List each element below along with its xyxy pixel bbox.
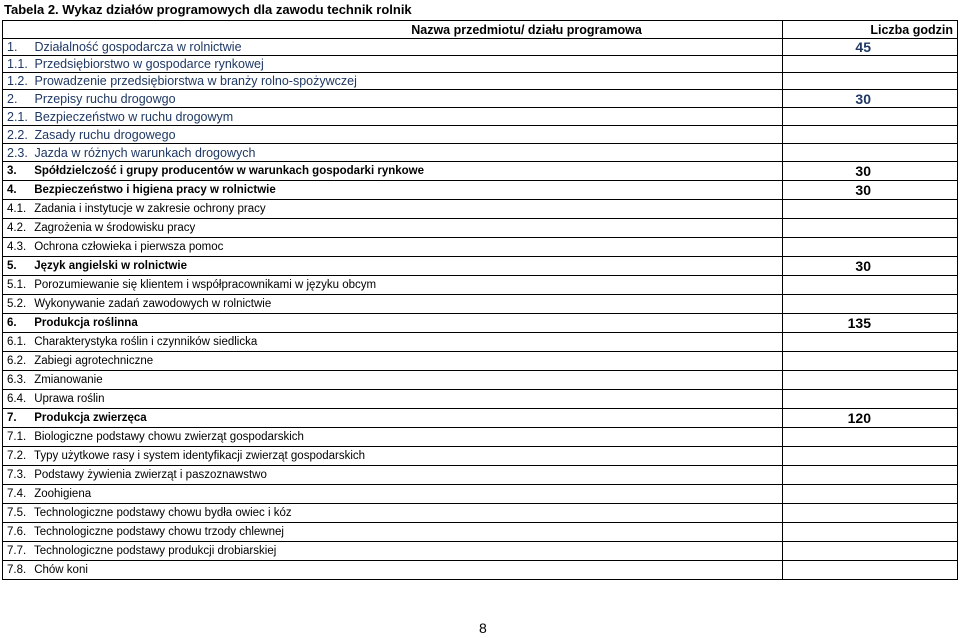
row-text: Chów koni xyxy=(34,564,88,576)
row-text: Produkcja roślinna xyxy=(34,317,138,329)
subsection-row xyxy=(3,504,958,523)
row-hours xyxy=(782,276,957,295)
subsection-row xyxy=(3,352,958,371)
row-number: 7.4. xyxy=(7,488,27,500)
row-number: 2.1. xyxy=(7,109,28,124)
subsection-row xyxy=(3,73,958,90)
row-name-cell xyxy=(3,466,783,485)
subsection-row xyxy=(3,523,958,542)
row-name-cell xyxy=(3,314,783,333)
row-name-cell xyxy=(3,447,783,466)
row-hours xyxy=(782,73,957,90)
row-name-cell xyxy=(3,181,783,200)
subsection-row xyxy=(3,238,958,257)
row-hours xyxy=(782,219,957,238)
subsection-row xyxy=(3,295,958,314)
row-hours: 30 xyxy=(782,181,957,200)
row-name-cell xyxy=(3,352,783,371)
row-number: 4.2. xyxy=(7,222,27,234)
row-hours xyxy=(782,371,957,390)
row-number: 5. xyxy=(7,260,17,272)
row-text: Technologiczne podstawy produkcji drobiarskiej xyxy=(34,545,277,557)
section-row xyxy=(3,314,958,333)
subsection-row xyxy=(3,276,958,295)
row-name-cell xyxy=(3,200,783,219)
row-number: 6.3. xyxy=(7,374,27,386)
programme-table xyxy=(2,20,958,580)
subsection-row xyxy=(3,126,958,144)
subsection-row xyxy=(3,390,958,409)
row-name-cell xyxy=(3,56,783,73)
row-text: Charakterystyka roślin i czynników siedlicka xyxy=(34,336,258,348)
row-text: Technologiczne podstawy chowu bydła owiec i kóz xyxy=(34,507,292,519)
row-hours: 30 xyxy=(782,90,957,108)
row-name-cell xyxy=(3,504,783,523)
row-text: Biologiczne podstawy chowu zwierząt gospodarskich xyxy=(34,431,304,443)
row-hours: 30 xyxy=(782,162,957,181)
row-text: Wykonywanie zadań zawodowych w rolnictwie xyxy=(34,298,272,310)
row-text: Podstawy żywienia zwierząt i paszoznawstwo xyxy=(34,469,267,481)
row-text: Bezpieczeństwo i higiena pracy w rolnictwie xyxy=(34,184,276,196)
row-name-cell xyxy=(3,390,783,409)
row-hours xyxy=(782,126,957,144)
row-number: 4.1. xyxy=(7,203,27,215)
row-text: Zmianowanie xyxy=(34,374,103,386)
section-row xyxy=(3,257,958,276)
row-hours xyxy=(782,108,957,126)
section-row xyxy=(3,409,958,428)
row-name-cell xyxy=(3,144,783,162)
row-text: Produkcja zwierzęca xyxy=(34,412,147,424)
row-text: Zasady ruchu drogowego xyxy=(34,127,176,142)
subsection-row xyxy=(3,144,958,162)
row-text: Porozumiewanie się klientem i współpracownikami w języku obcym xyxy=(34,279,377,291)
row-hours xyxy=(782,504,957,523)
row-number: 6.4. xyxy=(7,393,27,405)
row-number: 3. xyxy=(7,165,17,177)
row-text: Uprawa roślin xyxy=(34,393,105,405)
row-hours: 120 xyxy=(782,409,957,428)
row-name-cell xyxy=(3,276,783,295)
row-text: Zagrożenia w środowisku pracy xyxy=(34,222,196,234)
row-number: 2. xyxy=(7,91,18,106)
section-row xyxy=(3,181,958,200)
row-number: 4. xyxy=(7,184,17,196)
row-hours xyxy=(782,295,957,314)
row-text: Przepisy ruchu drogowgo xyxy=(34,91,176,106)
row-text: Język angielski w rolnictwie xyxy=(34,260,187,272)
row-number: 2.3. xyxy=(7,145,28,160)
row-hours: 30 xyxy=(782,257,957,276)
row-hours xyxy=(782,333,957,352)
header-name: Nazwa przedmiotu/ działu programowa xyxy=(3,21,783,39)
subsection-row xyxy=(3,219,958,238)
row-hours xyxy=(782,428,957,447)
row-hours xyxy=(782,144,957,162)
row-hours xyxy=(782,56,957,73)
row-number: 7.1. xyxy=(7,431,27,443)
section-row xyxy=(3,39,958,56)
row-hours: 135 xyxy=(782,314,957,333)
row-name-cell xyxy=(3,485,783,504)
subsection-row xyxy=(3,108,958,126)
subsection-row xyxy=(3,542,958,561)
section-row xyxy=(3,162,958,181)
row-number: 7.7. xyxy=(7,545,27,557)
row-name-cell xyxy=(3,428,783,447)
row-name-cell xyxy=(3,90,783,108)
row-number: 7.5. xyxy=(7,507,27,519)
row-text: Bezpieczeństwo w ruchu drogowym xyxy=(34,109,234,124)
row-hours xyxy=(782,523,957,542)
row-name-cell xyxy=(3,333,783,352)
table-title: Tabela 2. Wykaz działów programowych dla zawodu technik rolnik xyxy=(4,2,412,17)
row-name-cell xyxy=(3,73,783,90)
row-name-cell xyxy=(3,295,783,314)
row-hours xyxy=(782,542,957,561)
section-row xyxy=(3,90,958,108)
subsection-row xyxy=(3,333,958,352)
row-text: Zadania i instytucje w zakresie ochrony pracy xyxy=(34,203,266,215)
subsection-row xyxy=(3,466,958,485)
row-text: Technologiczne podstawy chowu trzody chlewnej xyxy=(34,526,284,538)
row-name-cell xyxy=(3,542,783,561)
row-name-cell xyxy=(3,219,783,238)
row-text: Przedsiębiorstwo w gospodarce rynkowej xyxy=(34,57,264,71)
row-number: 6.2. xyxy=(7,355,27,367)
row-name-cell xyxy=(3,409,783,428)
row-hours xyxy=(782,200,957,219)
subsection-row xyxy=(3,371,958,390)
row-hours xyxy=(782,390,957,409)
row-number: 1. xyxy=(7,40,18,54)
row-number: 6. xyxy=(7,317,17,329)
row-name-cell xyxy=(3,162,783,181)
row-hours xyxy=(782,466,957,485)
row-name-cell xyxy=(3,371,783,390)
row-name-cell xyxy=(3,108,783,126)
row-name-cell xyxy=(3,126,783,144)
row-number: 2.2. xyxy=(7,127,28,142)
row-number: 1.2. xyxy=(7,74,28,88)
row-number: 7. xyxy=(7,412,17,424)
row-name-cell xyxy=(3,257,783,276)
row-text: Zoohigiena xyxy=(34,488,92,500)
row-text: Jazda w różnych warunkach drogowych xyxy=(34,145,256,160)
row-hours xyxy=(782,447,957,466)
row-number: 1.1. xyxy=(7,57,28,71)
row-text: Zabiegi agrotechniczne xyxy=(34,355,154,367)
row-hours xyxy=(782,238,957,257)
page-number: 8 xyxy=(479,620,487,636)
subsection-row xyxy=(3,428,958,447)
row-hours xyxy=(782,352,957,371)
table-header-row xyxy=(3,21,958,39)
row-number: 7.3. xyxy=(7,469,27,481)
row-hours: 45 xyxy=(782,39,957,56)
subsection-row xyxy=(3,561,958,580)
row-text: Spółdzielczość i grupy producentów w warunkach gospodarki rynkowe xyxy=(34,165,424,177)
row-name-cell xyxy=(3,39,783,56)
row-text: Działalność gospodarcza w rolnictwie xyxy=(34,40,242,54)
subsection-row xyxy=(3,200,958,219)
subsection-row xyxy=(3,485,958,504)
row-number: 6.1. xyxy=(7,336,27,348)
row-text: Prowadzenie przedsiębiorstwa w branży rolno-spożywczej xyxy=(34,74,357,88)
row-number: 7.8. xyxy=(7,564,27,576)
row-number: 5.2. xyxy=(7,298,27,310)
subsection-row xyxy=(3,56,958,73)
row-number: 7.6. xyxy=(7,526,27,538)
row-text: Ochrona człowieka i pierwsza pomoc xyxy=(34,241,224,253)
row-name-cell xyxy=(3,523,783,542)
row-hours xyxy=(782,561,957,580)
row-number: 5.1. xyxy=(7,279,27,291)
row-number: 7.2. xyxy=(7,450,27,462)
row-text: Typy użytkowe rasy i system identyfikacji zwierząt gospodarskich xyxy=(34,450,366,462)
row-number: 4.3. xyxy=(7,241,27,253)
row-hours xyxy=(782,485,957,504)
row-name-cell xyxy=(3,238,783,257)
header-hours: Liczba godzin xyxy=(782,21,957,39)
subsection-row xyxy=(3,447,958,466)
row-name-cell xyxy=(3,561,783,580)
